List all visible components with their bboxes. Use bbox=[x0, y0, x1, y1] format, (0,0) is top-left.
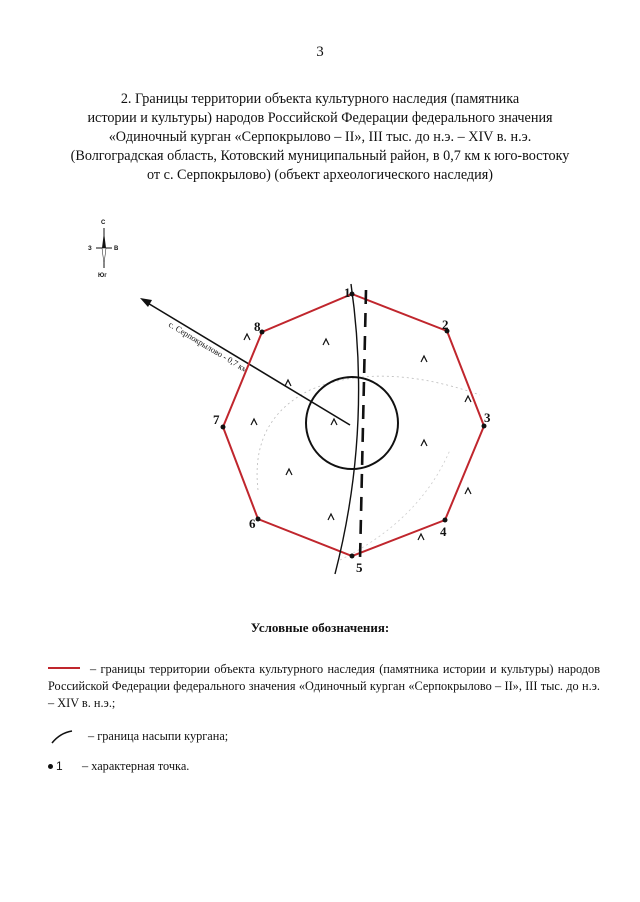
point-label: 4 bbox=[440, 524, 447, 539]
dashed-line bbox=[360, 290, 366, 560]
heading-line: истории и культуры) народов Российской Федерации федерального значения bbox=[87, 110, 553, 126]
heading-line: от с. Серпокрылово) (объект археологического наследия) bbox=[147, 167, 493, 183]
caret-icon bbox=[285, 380, 291, 386]
caret-icon bbox=[251, 419, 257, 425]
point-label: 7 bbox=[213, 412, 220, 427]
heading-line: 2. Границы территории объекта культурного наследия (памятника bbox=[120, 91, 520, 107]
legend-item-text: – характерная точка. bbox=[82, 759, 190, 773]
compass-north-label: С bbox=[101, 220, 106, 226]
boundary-map bbox=[0, 200, 640, 600]
point-symbol bbox=[48, 758, 82, 775]
dot-icon bbox=[48, 764, 53, 769]
caret-icon bbox=[328, 514, 334, 520]
heading-line: «Одиночный курган «Серпокрылово – II», III тыс. до н.э. – XIV в. н.э. bbox=[108, 129, 532, 145]
arc-icon bbox=[48, 730, 82, 744]
legend-title: Условные обозначения: bbox=[250, 620, 390, 635]
point-marker bbox=[350, 554, 355, 559]
red-line-icon bbox=[48, 667, 80, 669]
background-arc bbox=[340, 450, 450, 560]
point-label: 5 bbox=[356, 560, 363, 575]
curved-line bbox=[335, 284, 359, 574]
caret-icon bbox=[418, 534, 424, 540]
compass-east-label: В bbox=[114, 246, 119, 252]
caret-icon bbox=[244, 334, 250, 340]
point-label: 3 bbox=[484, 410, 491, 425]
point-label: 2 bbox=[442, 317, 449, 332]
legend-item-boundary bbox=[48, 661, 600, 712]
document-heading bbox=[40, 90, 600, 185]
point-label: 8 bbox=[254, 319, 261, 334]
compass-rose bbox=[88, 220, 119, 279]
point-marker bbox=[443, 518, 448, 523]
point-marker bbox=[256, 517, 261, 522]
caret-icon bbox=[286, 469, 292, 475]
point-marker bbox=[221, 425, 226, 430]
caret-icon bbox=[323, 339, 329, 345]
legend-item-text: – граница насыпи кургана; bbox=[88, 729, 229, 743]
caret-icon bbox=[465, 396, 471, 402]
point-symbol-label: 1 bbox=[56, 759, 63, 773]
caret-icon bbox=[331, 419, 337, 425]
caret-icon bbox=[421, 440, 427, 446]
arrow-head-icon bbox=[140, 298, 152, 307]
direction-label: с. Серпокрылово - 0,7 км bbox=[166, 319, 250, 375]
point-label: 1 bbox=[344, 285, 351, 300]
caret-icon bbox=[465, 488, 471, 494]
caret-icon bbox=[421, 356, 427, 362]
legend-item-text: – границы территории объекта культурного наследия (памятника истории и культуры) народов Российской Федерации федерального значения «Одиночный курган «Серпокрылово – II», III тыс. до н.э. – XIV в. н.э.; bbox=[48, 662, 600, 710]
legend-item-mound bbox=[48, 728, 600, 745]
compass-west-label: З bbox=[88, 246, 92, 252]
point-label: 6 bbox=[249, 516, 256, 531]
mound-boundary bbox=[306, 377, 398, 469]
legend-item-point bbox=[48, 758, 600, 775]
page-number: 3 bbox=[316, 44, 324, 60]
compass-south-label: Юг bbox=[98, 273, 107, 279]
heading-line: (Волгоградская область, Котовский муниципальный район, в 0,7 км к юго-востоку bbox=[70, 148, 570, 164]
